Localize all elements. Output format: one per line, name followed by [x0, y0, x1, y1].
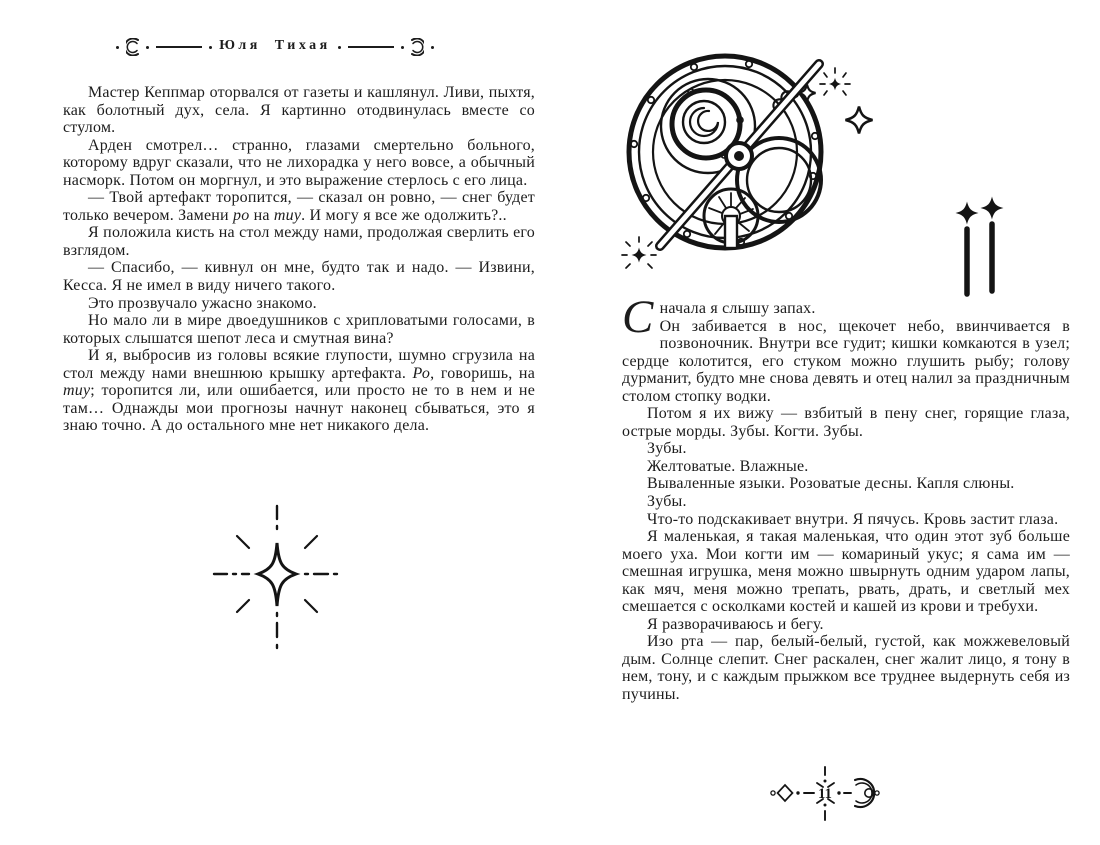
paragraph-text: , говоришь, на — [430, 364, 535, 382]
crescent-moon-right-icon — [411, 38, 424, 56]
footer-ornament — [768, 758, 883, 830]
astrolabe-illustration — [603, 48, 893, 280]
paragraph: Зубы. — [647, 493, 687, 511]
paragraph: Я положила кисть на стол между нами, продолжая сверлить его взглядом. — [63, 224, 535, 259]
paragraph: Вываленные языки. Розоватые десны. Капля слюны. — [647, 475, 1015, 493]
drop-cap: С — [622, 291, 654, 343]
paragraph: Потом я их вижу — взбитый в пену снег, горящие глаза, острые морды. Зубы. Когти. Зубы. — [622, 405, 1070, 440]
ornament-dot — [146, 46, 149, 49]
paragraph-text: начала я слышу запах. — [659, 300, 816, 317]
paragraph: Что-то подскакивает внутри. Я пячусь. Кровь застит глаза. — [647, 510, 1059, 528]
emphasis-term: тиу — [63, 382, 91, 400]
paragraph: Изо рта — пар, белый-белый, густой, как можжевеловый дым. Солнце слепит. Снег раскален, снег жалит лицо, я тону в нем, тону, и с каждым прыжком все труднее выдернуть себя из пучины. — [622, 633, 1070, 704]
right-page-text — [622, 291, 1070, 704]
left-page-text — [63, 84, 535, 435]
paragraph — [63, 189, 535, 224]
paragraph: Я маленькая, я такая маленькая, что один этот зуб больше моего уха. Мои когти им — комариный укус; я сама им — смешная игрушка, меня можно швырнуть одним ударом лапы, как мяч, меня можно трепать, рвать, драть, и светлый мех смешается с осколками костей и кашей из крови и требухи. — [622, 528, 1070, 616]
running-head — [0, 38, 550, 56]
ornament-dot — [338, 46, 341, 49]
paragraph: Я разворачиваюсь и бегу. — [647, 615, 824, 633]
paragraph: Мастер Кеппмар оторвался от газеты и кашлянул. Ливи, пыхтя, как болотный дух, села. Я картинно отодвинулась вместе со стулом. — [63, 84, 535, 137]
paragraph-text: Он забивается в нос, щекочет небо, ввинчивается в позвоночник. Внутри все гудит; кишки комкаются в узел; сердце колотится, его стуком можно глушить рыбу; голову дурманит, будто мне снова девять и отец налил за праздничным столом стопку водки. — [622, 317, 1070, 405]
paragraph: Арден смотрел… странно, глазами смертельно больного, которому вдруг сказали, что не лихорадка у него вовсе, а обычный насморк. Потом он моргнул, и это выражение стерлось с его лица. — [63, 136, 535, 189]
diamond-icon — [778, 785, 793, 801]
ornament-dot — [431, 46, 434, 49]
paragraph-text: ; торопится ли, или ошибается, или просто не то в нем и не там… Однажды мои прогнозы начнут наконец сбываться, это я знаю точно. А до остального мне нет никакого дела. — [63, 382, 535, 435]
running-head-title: Юля Тихая — [219, 38, 331, 53]
paragraph-text: на — [249, 206, 274, 224]
emphasis-term: тиу — [273, 206, 302, 224]
paragraph: Желтоватые. Влажные. — [647, 457, 809, 475]
header-rule — [156, 46, 202, 48]
paragraph-text: . И могу я все же одолжить?.. — [301, 206, 507, 224]
opening-paragraph — [622, 291, 1070, 405]
emphasis-term: Ро — [412, 364, 431, 382]
four-pointed-star-icon — [205, 498, 350, 658]
emphasis-term: ро — [233, 206, 250, 224]
ornament-dot — [401, 46, 404, 49]
header-rule — [348, 46, 394, 48]
paragraph: Зубы. — [647, 440, 687, 458]
paragraph: Но мало ли в мире двоедушников с хрипловатыми голосами, в которых слышатся шепот леса и смутная вина? — [63, 312, 535, 347]
paragraph: Это прозвучало ужасно знакомо. — [88, 294, 317, 312]
paragraph — [63, 347, 535, 435]
paragraph-text: И я, выбросив из головы всякие глупости, шумно сгрузила на стол между нами внешнюю крышку артефакта. — [63, 347, 535, 382]
crescent-moon-left-icon — [126, 38, 139, 56]
page-number: 11 — [818, 786, 832, 802]
ornament-dot — [116, 46, 119, 49]
chapter-number-ornament — [952, 196, 1006, 298]
ornament-dot — [209, 46, 212, 49]
paragraph: — Спасибо, — кивнул он мне, будто так и надо. — Извини, Кесса. Я не имел в виду ничего такого. — [63, 259, 535, 295]
paragraph-text: — Твой артефакт торопится, — сказал он ровно, — снег будет только вечером. Замени — [63, 189, 535, 224]
